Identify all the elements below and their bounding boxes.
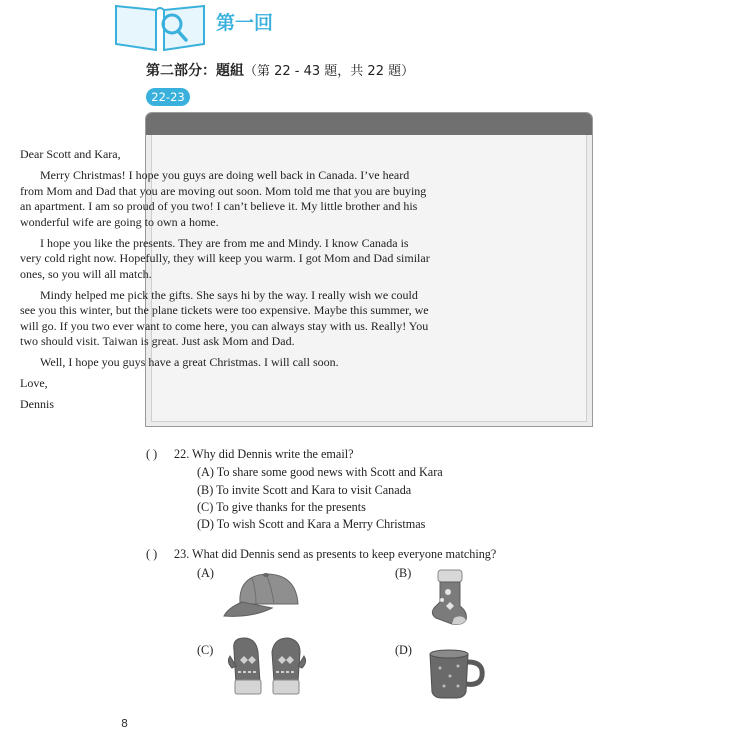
question-23 bbox=[146, 547, 496, 562]
section-title bbox=[146, 60, 414, 80]
question-group-badge: 22-23 bbox=[146, 88, 190, 106]
email-paragraph: Well, I hope you guys have a great Christmas. I will call soon. bbox=[40, 355, 339, 369]
section-title-main: 第二部分：題組 bbox=[146, 63, 244, 79]
answer-blank[interactable]: ( ) bbox=[146, 547, 158, 561]
q22-option-a: (A) To share some good news with Scott and Kara bbox=[197, 465, 443, 479]
email-greeting: Dear Scott and Kara, bbox=[20, 147, 121, 161]
question-22-stem: 22. Why did Dennis write the email? bbox=[174, 447, 354, 461]
chapter-title: 第一回 bbox=[216, 12, 274, 34]
mug-icon bbox=[426, 648, 488, 700]
email-paragraph: Mindy helped me pick the gifts. She says hi by the way. I really wish we could see you this winter, but the plane tickets were too expensive. Maybe this summer, we will go. If you two ever want to come here, you can always stay with us. Really! You two should visit. Taiwan is great. Just ask Mom and Dad. bbox=[20, 287, 429, 348]
q23-option-a-label: (A) bbox=[197, 566, 214, 580]
q22-option-b: (B) To invite Scott and Kara to visit Canada bbox=[197, 483, 412, 497]
email-paragraph: I hope you like the presents. They are from me and Mindy. I know Canada is very cold right now. Hopefully, they will keep you warm. I got Mom and Dad similar ones, so you will all match. bbox=[20, 235, 430, 281]
open-book-icon bbox=[112, 0, 208, 52]
email-titlebar bbox=[146, 113, 592, 135]
q23-option-d-label: (D) bbox=[395, 643, 412, 657]
stocking-icon bbox=[428, 566, 472, 628]
q22-option-c: (C) To give thanks for the presents bbox=[197, 500, 366, 514]
section-title-sub: （第 22 - 43 題，共 22 題） bbox=[244, 64, 415, 79]
answer-blank[interactable]: ( ) bbox=[146, 447, 158, 461]
mittens-icon bbox=[226, 634, 308, 700]
email-paragraph: Merry Christmas! I hope you guys are doing well back in Canada. I’ve heard from Mom and Dad that you are moving out soon. Mom told me that you are buying an apartment. I am so proud of you two! I can’t believe it. My little brother and his wonderful wife are going to own a home. bbox=[20, 168, 427, 229]
email-signature: Dennis bbox=[20, 397, 54, 411]
cap-icon bbox=[222, 568, 302, 620]
question-23-stem: 23. What did Dennis send as presents to keep everyone matching? bbox=[174, 547, 497, 561]
email-text bbox=[20, 147, 430, 418]
email-closing: Love, bbox=[20, 376, 48, 390]
question-22 bbox=[146, 447, 354, 462]
q23-option-b-label: (B) bbox=[395, 566, 412, 580]
q22-option-d: (D) To wish Scott and Kara a Merry Christmas bbox=[197, 517, 426, 531]
q23-option-c-label: (C) bbox=[197, 643, 214, 657]
page-number: 8 bbox=[121, 717, 128, 730]
